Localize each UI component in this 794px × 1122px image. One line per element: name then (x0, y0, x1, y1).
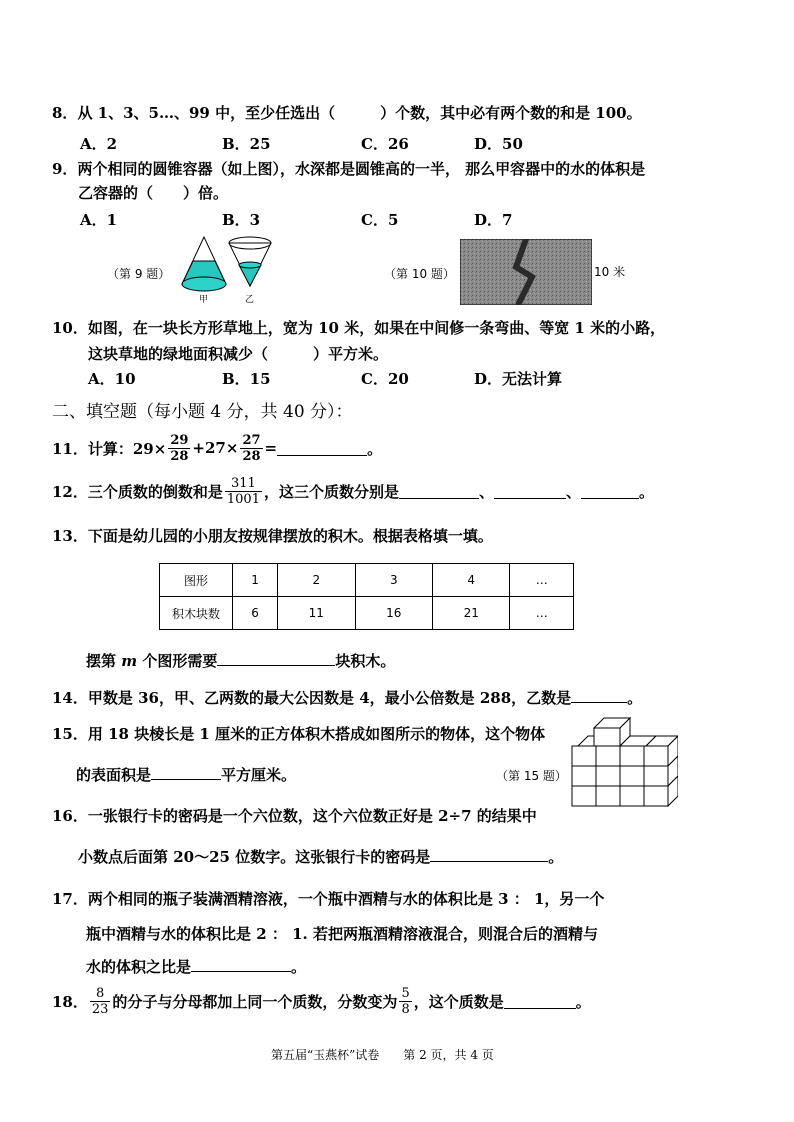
q11-f1-denominator: 28 (170, 448, 189, 464)
q13-answer-line (86, 650, 395, 671)
table-cell: 21 (432, 597, 509, 630)
q13-table (159, 563, 574, 630)
table-row (160, 597, 574, 630)
q15-line2 (76, 764, 296, 785)
q18-fraction-1 (90, 986, 111, 1017)
q18-number: 18． (52, 992, 88, 1011)
q15-cubes-figure (570, 714, 678, 810)
q10-width-label: 10 米 (594, 265, 626, 279)
q10-option-a: A．10 (88, 370, 136, 388)
q18-f1-numerator: 8 (90, 986, 111, 1002)
q18-f2-denominator: 8 (401, 1001, 410, 1017)
q8-option-d: D．50 (474, 135, 523, 153)
q8-option-a: A．2 (80, 135, 118, 153)
q13-stem: 下面是幼儿园的小朋友按规律摆放的积木。根据表格填一填。 (87, 527, 493, 545)
q12-denominator: 1001 (226, 491, 260, 507)
q12-prefix: 三个质数的倒数和是 (87, 482, 223, 501)
q9-option-c: C．5 (361, 211, 399, 229)
q11-f2-denominator: 28 (242, 448, 261, 464)
q9-cone-left-label: 甲 (199, 295, 209, 305)
q17-number: 17． (52, 890, 88, 908)
q15-answer-blank[interactable] (151, 765, 221, 780)
q10-figure-label: （第 10 题） (384, 267, 455, 281)
q9-line2: 乙容器的（ ）倍。 (78, 184, 229, 202)
q16-end: 。 (548, 848, 564, 866)
q15-figure-label: （第 15 题） (496, 769, 567, 783)
q12-fraction (225, 476, 262, 507)
q16-number: 16． (52, 807, 88, 825)
q11-f1-numerator: 29 (170, 432, 189, 448)
q17-stem-3: 水的体积之比是 (86, 958, 192, 976)
table-cell: 1 (233, 564, 278, 597)
q10-number: 10． (52, 319, 88, 337)
section-2-heading: 二、填空题（每小题 4 分，共 40 分）： (52, 402, 353, 422)
q17-line1 (52, 888, 604, 909)
q13-answer-var: m (121, 652, 138, 670)
table-cell: … (510, 597, 574, 630)
q12-mid: ，这三个质数分别是 (263, 482, 399, 501)
table-cell: 16 (355, 597, 432, 630)
q16-stem-2: 小数点后面第 20～25 位数字。这张银行卡的密码是 (78, 848, 431, 866)
q8-option-b: B．25 (222, 135, 271, 153)
q18-answer-blank[interactable] (504, 994, 576, 1009)
q12-answer-blank-1[interactable] (399, 484, 479, 499)
q11-prefix: 计算：29× (87, 439, 167, 458)
q9-option-a: A．1 (80, 211, 118, 229)
q17-stem-1: 两个相同的瓶子装满酒精溶液，一个瓶中酒精与水的体积比是 3 ： 1，另一个 (87, 890, 605, 908)
q15-number: 15． (52, 725, 88, 743)
q11-fraction-1 (168, 433, 190, 464)
q8-text (52, 102, 642, 123)
q12-number: 12． (52, 482, 88, 501)
q18-end: 。 (575, 992, 591, 1011)
q12-answer-blank-3[interactable] (581, 484, 639, 499)
q9-option-b: B．3 (222, 211, 261, 229)
q10-line1 (52, 317, 665, 338)
q13-answer-mid: 个图形需要 (137, 652, 218, 670)
q13-number: 13． (52, 527, 88, 545)
q15-line2-prefix: 的表面积是 (76, 766, 152, 784)
table-cell: 11 (278, 597, 355, 630)
q12 (52, 473, 654, 509)
q12-answer-blank-2[interactable] (494, 484, 566, 499)
q15-line2-end: 平方厘米。 (221, 766, 297, 784)
q18-f1-denominator: 23 (91, 1001, 109, 1017)
q11-fraction-2 (240, 433, 262, 464)
q11-number: 11． (52, 439, 88, 458)
q18-tail: ，这个质数是 (413, 992, 504, 1011)
table-cell: … (510, 564, 574, 597)
q10-option-c: C．20 (361, 370, 409, 388)
q18-fraction-2 (399, 986, 411, 1017)
q16-line2 (78, 846, 563, 867)
table-cell: 3 (355, 564, 432, 597)
q18-f2-numerator: 5 (401, 985, 410, 1001)
q12-numerator: 311 (225, 476, 262, 492)
q8-option-c: C．26 (361, 135, 409, 153)
q11-f2-numerator: 27 (242, 432, 261, 448)
q13-text (52, 525, 493, 546)
q9-stem-1: 两个相同的圆锥容器（如上图），水深都是圆锥高的一半， 那么甲容器中的水的体积是 (77, 160, 646, 178)
q17-answer-blank[interactable] (191, 957, 291, 972)
q14-number: 14． (52, 689, 88, 707)
q12-sep-1: 、 (479, 482, 495, 501)
q11-end: 。 (367, 439, 383, 458)
q11 (52, 430, 382, 466)
q14 (52, 687, 642, 708)
q18 (52, 982, 591, 1020)
q12-end: 。 (639, 482, 655, 501)
q9-figure-label: （第 9 题） (107, 267, 171, 281)
table-cell: 2 (278, 564, 355, 597)
q15-stem-1: 用 18 块棱长是 1 厘米的正方体积木搭成如图所示的物体，这个物体 (87, 725, 546, 743)
q16-line1 (52, 805, 537, 826)
q10-line2: 这块草地的绿地面积减少（ ）平方米。 (88, 345, 389, 363)
q11-equals: = (264, 439, 278, 457)
table-cell: 图形 (160, 564, 233, 597)
q8-stem: 从 1、3、5…、99 中，至少任选出（ ）个数，其中必有两个数的和是 100。 (77, 104, 642, 122)
q16-answer-blank[interactable] (430, 847, 548, 862)
q10-lawn-figure (460, 239, 592, 305)
q9-number: 9． (52, 160, 78, 178)
q10-option-b: B．15 (222, 370, 271, 388)
cube-stack-icon (572, 718, 678, 806)
q9-option-d: D．7 (474, 211, 513, 229)
q13-answer-blank[interactable] (217, 651, 335, 666)
table-cell: 6 (233, 597, 278, 630)
table-cell: 4 (432, 564, 509, 597)
q15-line1 (52, 723, 545, 744)
q9-cones-figure (178, 234, 278, 304)
table-row (160, 564, 574, 597)
q14-end: 。 (627, 689, 643, 707)
table-cell: 积木块数 (160, 597, 233, 630)
q9-cone-right-label: 乙 (245, 295, 255, 305)
q17-line3 (86, 956, 306, 977)
q8-number: 8． (52, 104, 78, 122)
q16-stem-1: 一张银行卡的密码是一个六位数，这个六位数正好是 2÷7 的结果中 (87, 807, 537, 825)
q13-answer-prefix: 摆第 (86, 652, 122, 670)
q10-option-d: D．无法计算 (474, 370, 563, 388)
page-footer: 第五届“玉燕杯”试卷 第 2 页，共 4 页 (271, 1048, 494, 1062)
q14-stem: 甲数是 36，甲、乙两数的最大公因数是 4，最小公倍数是 288，乙数是 (87, 689, 572, 707)
q17-end: 。 (291, 958, 307, 976)
q14-answer-blank[interactable] (571, 688, 627, 703)
q17-line2: 瓶中酒精与水的体积比是 2 ： 1. 若把两瓶酒精溶液混合，则混合后的酒精与 (86, 925, 598, 943)
q9-line1 (52, 158, 645, 179)
q10-stem-1: 如图，在一块长方形草地上，宽为 10 米，如果在中间修一条弯曲、等宽 1 米的小路， (87, 319, 666, 337)
q11-mid: +27× (192, 439, 239, 457)
q18-mid: 的分子与分母都加上同一个质数，分数变为 (112, 992, 398, 1011)
q11-answer-blank[interactable] (277, 441, 367, 456)
q12-sep-2: 、 (566, 482, 582, 501)
q13-answer-end: 块积木。 (335, 652, 396, 670)
